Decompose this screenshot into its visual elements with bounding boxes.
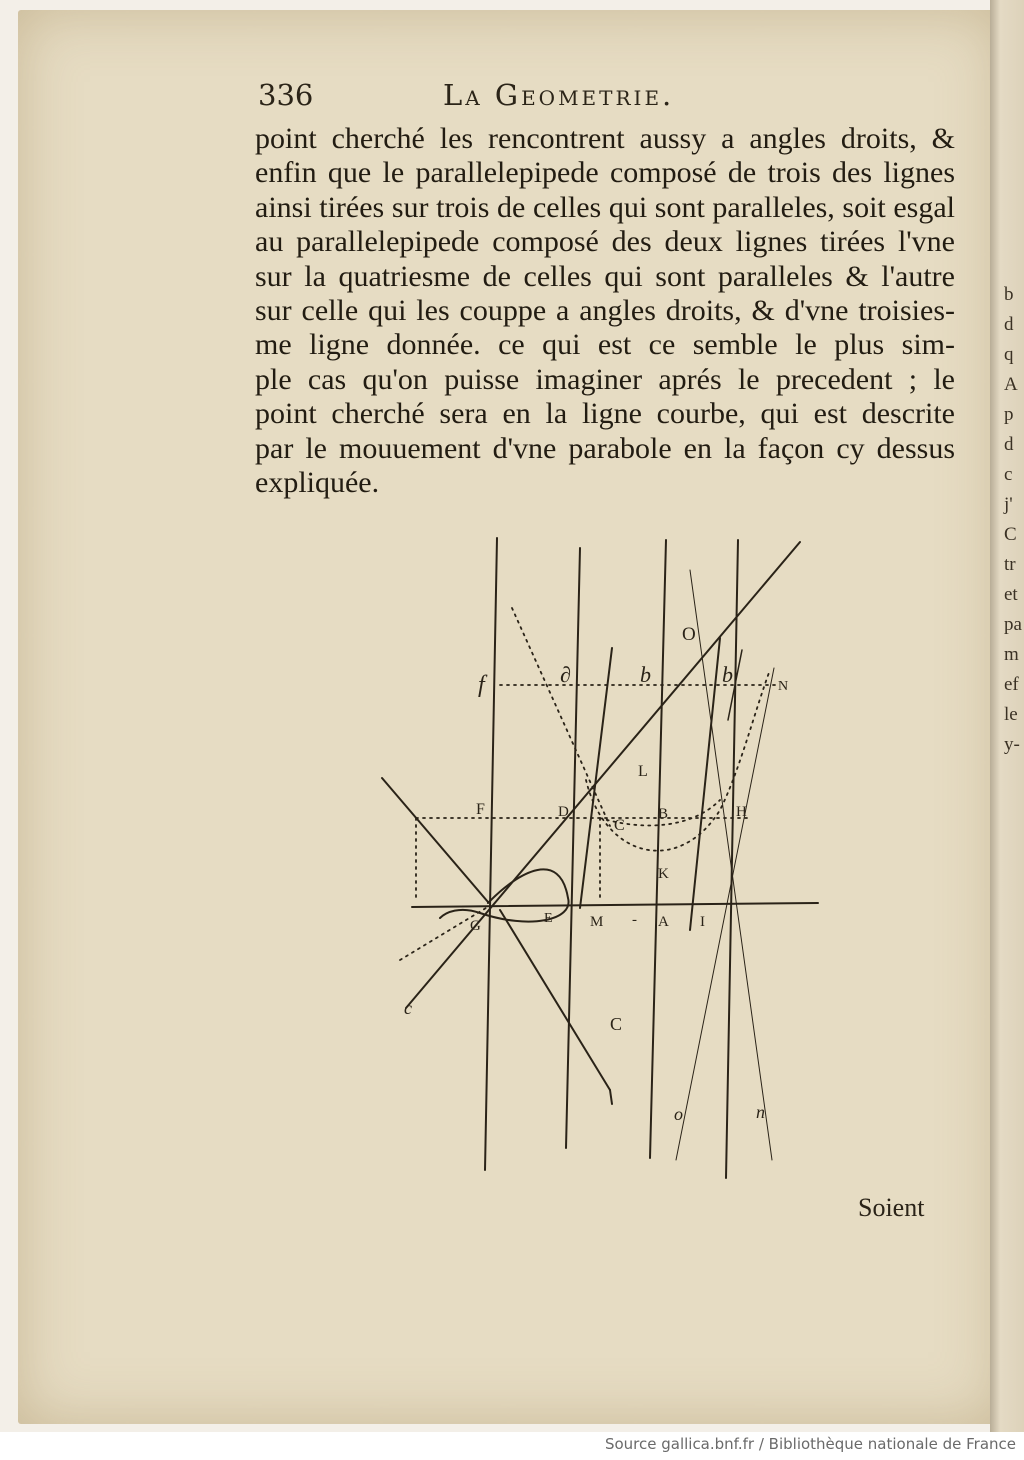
- margin-fragment: ef: [1004, 674, 1019, 695]
- margin-fragment: le: [1004, 704, 1018, 725]
- source-footer: [0, 1432, 1024, 1460]
- text-line: sur celle qui les couppe a angles droits, & d'vne troisies-: [255, 293, 955, 327]
- diagonal-line: [500, 910, 610, 1090]
- label-n-bottom: n: [756, 1102, 765, 1122]
- label-l: L: [638, 763, 648, 780]
- text-line: ple cas qu'on puisse imaginer aprés le precedent ; le: [255, 362, 955, 396]
- label-f-cap: F: [476, 801, 485, 818]
- label-d: ∂: [560, 662, 571, 687]
- margin-fragment: c: [1004, 464, 1013, 485]
- text-line: au parallelepipede composé des deux lignes tirées l'vne: [255, 225, 955, 259]
- text-line: expliquée.: [255, 465, 380, 499]
- text-line: ainsi tirées sur trois de celles qui sont paralleles, soit esgal: [255, 190, 955, 224]
- margin-fragment: p: [1004, 404, 1014, 425]
- label-a: A: [658, 914, 669, 930]
- page-number: 336: [258, 78, 314, 112]
- margin-fragment: et: [1004, 584, 1018, 605]
- catchword: Soient: [858, 1193, 925, 1222]
- label-e: E: [544, 911, 553, 926]
- label-i: I: [700, 914, 705, 930]
- running-head: [238, 72, 758, 116]
- label-c-mid: C: [614, 817, 625, 834]
- vertical-line: [566, 548, 580, 1148]
- margin-fragment: y-: [1004, 734, 1020, 755]
- dotted-line: [512, 608, 610, 826]
- text-line: sur la quatriesme de celles qui sont paralleles & l'autre: [255, 259, 955, 293]
- margin-fragment: A: [1004, 374, 1018, 395]
- label-b2: b: [722, 662, 733, 687]
- source-credit: Source gallica.bnf.fr / Bibliothèque nationale de France: [604, 1435, 1016, 1453]
- diagonal-line: [580, 648, 612, 908]
- margin-fragment: d: [1004, 434, 1014, 455]
- diagonal-line: [690, 570, 772, 1160]
- figure-drawing: [360, 530, 830, 1180]
- margin-fragment: pa: [1004, 614, 1022, 635]
- diagonal-line: [690, 638, 720, 930]
- label-b-cap: B: [658, 806, 669, 822]
- margin-fragment: d: [1004, 314, 1014, 335]
- label-b1: b: [640, 662, 651, 687]
- margin-fragment: C: [1004, 524, 1017, 545]
- geometric-figure: [360, 530, 830, 1180]
- body-text: [255, 122, 955, 500]
- label-g: G: [470, 918, 481, 934]
- margin-fragment: q: [1004, 344, 1014, 365]
- margin-fragment: j': [1004, 494, 1013, 515]
- label-o-bottom: o: [674, 1104, 683, 1124]
- text-line: enfin que le parallelepipede composé de trois des lignes: [255, 156, 955, 190]
- curve-g-tail: [610, 1090, 612, 1104]
- label-d-cap: D: [558, 804, 569, 820]
- text-line: point cherché les rencontrent aussy a angles droits, &: [255, 122, 955, 155]
- margin-fragment: m: [1004, 644, 1019, 665]
- text-line: me ligne donnée. ce qui est ce semble le plus sim-: [255, 328, 955, 362]
- label-dash: -: [632, 912, 637, 928]
- vertical-line: [650, 540, 669, 1158]
- label-f: f: [478, 672, 485, 698]
- label-c-bottom: C: [610, 1014, 623, 1034]
- vertical-line: [485, 538, 497, 1170]
- margin-fragment: b: [1004, 284, 1014, 305]
- margin-fragment: tr: [1004, 554, 1016, 575]
- label-n: N: [778, 679, 789, 694]
- diagonal-line: [382, 778, 488, 902]
- text-line: point cherché sera en la ligne courbe, qui est descrite: [255, 397, 955, 431]
- horizontal-axis: [412, 903, 818, 907]
- text-line: par le mouuement d'vne parabole en la façon cy dessus: [255, 431, 955, 465]
- facing-page-margin-fragments: [1004, 280, 1024, 760]
- label-c-left: c: [404, 998, 412, 1018]
- label-h: H: [736, 804, 747, 820]
- running-title: La Geometrie.: [443, 78, 675, 112]
- label-o-top: O: [682, 624, 696, 645]
- label-k: K: [658, 866, 669, 882]
- label-m: M: [590, 914, 604, 930]
